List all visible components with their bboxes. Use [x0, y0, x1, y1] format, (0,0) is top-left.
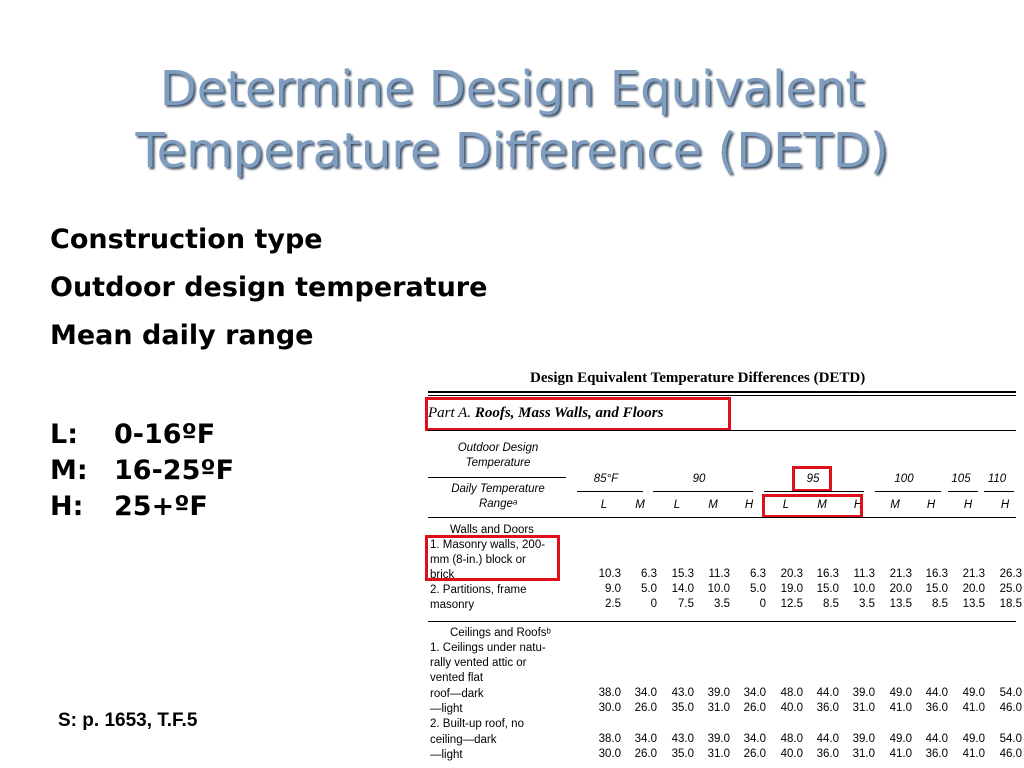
- slide-title: [0, 58, 1024, 182]
- range-95-highlight: [762, 494, 863, 518]
- table-cell: 11.3: [853, 568, 875, 580]
- range-header-cell: M: [635, 499, 645, 511]
- row-label: 1. Masonry walls, 200-: [430, 539, 546, 551]
- table-cell: 31.0: [852, 748, 875, 760]
- temp-underline-90: [653, 491, 753, 492]
- table-cell: 12.5: [780, 598, 803, 610]
- table-cell: 39.0: [707, 733, 730, 745]
- section-rule: [428, 621, 1016, 622]
- header-rule: [428, 517, 1016, 518]
- range-legend: [50, 417, 234, 525]
- table-cell: 5.0: [641, 583, 657, 595]
- table-cell: 10.3: [598, 568, 621, 580]
- table-cell: 36.0: [816, 702, 839, 714]
- table-cell: 39.0: [852, 733, 875, 745]
- label-divider: [428, 477, 566, 478]
- table-top-rule-2: [428, 395, 1016, 396]
- table-cell: 36.0: [816, 748, 839, 760]
- table-cell: 49.0: [889, 687, 912, 699]
- range-header-cell: M: [817, 499, 827, 511]
- table-cell: 19.0: [780, 583, 803, 595]
- table-cell: 54.0: [999, 733, 1022, 745]
- source-citation: S: p. 1653, T.F.5: [58, 710, 198, 731]
- table-cell: 8.5: [823, 598, 839, 610]
- detd-table-scan: [420, 365, 1020, 768]
- table-cell: 30.0: [598, 702, 621, 714]
- table-cell: 16.3: [816, 568, 839, 580]
- table-cell: 2.5: [605, 598, 621, 610]
- table-cell: 25.0: [999, 583, 1022, 595]
- criteria-outdoor-temp: Outdoor design temperature: [50, 272, 488, 303]
- temp-95-highlight: [792, 466, 832, 492]
- row-label: brick: [430, 569, 455, 581]
- row-label: 1. Ceilings under natu-: [430, 642, 546, 654]
- temp-underline-110: [984, 491, 1014, 492]
- range-l: L: 0-16ºF: [50, 419, 216, 450]
- table-cell: 10.0: [852, 583, 875, 595]
- table-cell: 44.0: [925, 687, 948, 699]
- row-label: vented flat: [430, 672, 484, 684]
- temp-100: 100: [894, 473, 914, 485]
- range-m: M: 16-25ºF: [50, 455, 235, 486]
- row-label: —light: [430, 703, 463, 715]
- row-label: Walls and Doors: [450, 524, 534, 536]
- table-cell: 5.0: [750, 583, 766, 595]
- table-cell: 11.3: [708, 568, 730, 580]
- table-cell: 14.0: [671, 583, 694, 595]
- table-cell: 46.0: [999, 702, 1022, 714]
- table-cell: 54.0: [999, 687, 1022, 699]
- table-title: Design Equivalent Temperature Differences (DETD): [530, 370, 866, 386]
- table-cell: 44.0: [816, 733, 839, 745]
- table-cell: 49.0: [962, 733, 985, 745]
- daily-range-label: Daily Temperature Rangeᵃ: [451, 483, 545, 510]
- table-cell: 40.0: [780, 702, 803, 714]
- table-cell: 34.0: [634, 687, 657, 699]
- table-cell: 15.0: [816, 583, 839, 595]
- table-cell: 43.0: [671, 733, 694, 745]
- row-label: rally vented attic or: [430, 657, 527, 669]
- table-cell: 18.5: [999, 598, 1022, 610]
- table-cell: 41.0: [962, 748, 985, 760]
- table-cell: 31.0: [707, 748, 730, 760]
- table-cell: 16.3: [925, 568, 948, 580]
- table-cell: 26.0: [634, 702, 657, 714]
- table-cell: 26.3: [999, 568, 1022, 580]
- table-cell: 20.0: [962, 583, 985, 595]
- temp-110: 110: [987, 473, 1007, 485]
- temp-underline-105: [948, 491, 978, 492]
- row-label: mm (8-in.) block or: [430, 554, 526, 566]
- row-label: —light: [430, 749, 463, 761]
- table-cell: 44.0: [925, 733, 948, 745]
- temp-underline-95: [764, 491, 864, 492]
- table-cell: 26.0: [743, 702, 766, 714]
- table-cell: 40.0: [780, 748, 803, 760]
- range-header-cell: H: [963, 499, 973, 511]
- table-cell: 36.0: [925, 748, 948, 760]
- row-label: roof—dark: [430, 688, 484, 700]
- table-cell: 30.0: [598, 748, 621, 760]
- table-cell: 34.0: [634, 733, 657, 745]
- table-top-rule: [428, 391, 1016, 393]
- criteria-construction-type: Construction type: [50, 224, 323, 255]
- table-cell: 39.0: [852, 687, 875, 699]
- table-cell: 9.0: [605, 583, 621, 595]
- table-cell: 3.5: [859, 598, 875, 610]
- temp-90: 90: [692, 473, 706, 485]
- table-cell: 20.3: [780, 568, 803, 580]
- table-cell: 43.0: [671, 687, 694, 699]
- table-cell: 46.0: [999, 748, 1022, 760]
- masonry-walls-highlight: [425, 535, 560, 581]
- table-cell: 35.0: [671, 702, 694, 714]
- table-cell: 49.0: [962, 687, 985, 699]
- row-label: 2. Partitions, frame: [430, 584, 527, 596]
- row-label: 2. Built-up roof, no: [430, 718, 524, 730]
- table-cell: 41.0: [962, 702, 985, 714]
- table-cell: 10.0: [707, 583, 730, 595]
- row-label: masonry: [430, 599, 475, 611]
- criteria-list: [50, 220, 487, 364]
- temp-underline-85: [577, 491, 643, 492]
- table-cell: 39.0: [707, 687, 730, 699]
- part-a-heading: Part A. Roofs, Mass Walls, and Floors: [428, 405, 664, 421]
- table-cell: 38.0: [598, 687, 621, 699]
- range-header-cell: M: [708, 499, 718, 511]
- temp-105: 105: [951, 473, 971, 485]
- table-cell: 49.0: [889, 733, 912, 745]
- table-cell: 6.3: [641, 568, 657, 580]
- row-label: Ceilings and Roofsᵇ: [450, 627, 551, 639]
- table-cell: 21.3: [962, 568, 985, 580]
- table-cell: 35.0: [671, 748, 694, 760]
- table-cell: 48.0: [780, 733, 803, 745]
- table-cell: 0: [759, 598, 766, 610]
- table-cell: 20.0: [889, 583, 912, 595]
- part-a-rule: [428, 430, 1016, 431]
- outdoor-design-label: Outdoor Design Temperature: [457, 442, 539, 469]
- table-cell: 41.0: [889, 748, 912, 760]
- table-cell: 15.0: [925, 583, 948, 595]
- range-header-cell: H: [926, 499, 936, 511]
- range-header-cell: M: [890, 499, 900, 511]
- range-header-cell: L: [673, 499, 681, 511]
- range-h: H: 25+ºF: [50, 491, 208, 522]
- criteria-mean-daily-range: Mean daily range: [50, 320, 314, 351]
- title-line-1: Determine Design Equivalent: [159, 61, 865, 117]
- table-cell: 3.5: [714, 598, 730, 610]
- table-cell: 41.0: [889, 702, 912, 714]
- table-cell: 48.0: [780, 687, 803, 699]
- table-cell: 13.5: [962, 598, 985, 610]
- temp-95: 95: [806, 473, 820, 485]
- table-cell: 44.0: [816, 687, 839, 699]
- table-cell: 13.5: [889, 598, 912, 610]
- table-cell: 31.0: [852, 702, 875, 714]
- table-cell: 31.0: [707, 702, 730, 714]
- table-cell: 21.3: [889, 568, 912, 580]
- table-cell: 6.3: [750, 568, 766, 580]
- row-label: ceiling—dark: [430, 734, 497, 746]
- range-header-cell: L: [600, 499, 608, 511]
- table-cell: 38.0: [598, 733, 621, 745]
- temp-85: 85°F: [593, 473, 619, 485]
- range-header-cell: H: [744, 499, 754, 511]
- range-header-cell: H: [853, 499, 863, 511]
- table-cell: 34.0: [743, 687, 766, 699]
- table-cell: 34.0: [743, 733, 766, 745]
- table-cell: 8.5: [932, 598, 948, 610]
- title-line-2: Temperature Difference (DETD): [135, 123, 889, 179]
- range-header-cell: H: [1000, 499, 1010, 511]
- range-header-cell: L: [782, 499, 790, 511]
- table-cell: 0: [650, 598, 657, 610]
- table-cell: 26.0: [634, 748, 657, 760]
- temp-underline-100: [875, 491, 941, 492]
- table-cell: 15.3: [671, 568, 694, 580]
- table-cell: 36.0: [925, 702, 948, 714]
- table-cell: 26.0: [743, 748, 766, 760]
- part-a-highlight: [425, 397, 731, 431]
- table-cell: 7.5: [678, 598, 694, 610]
